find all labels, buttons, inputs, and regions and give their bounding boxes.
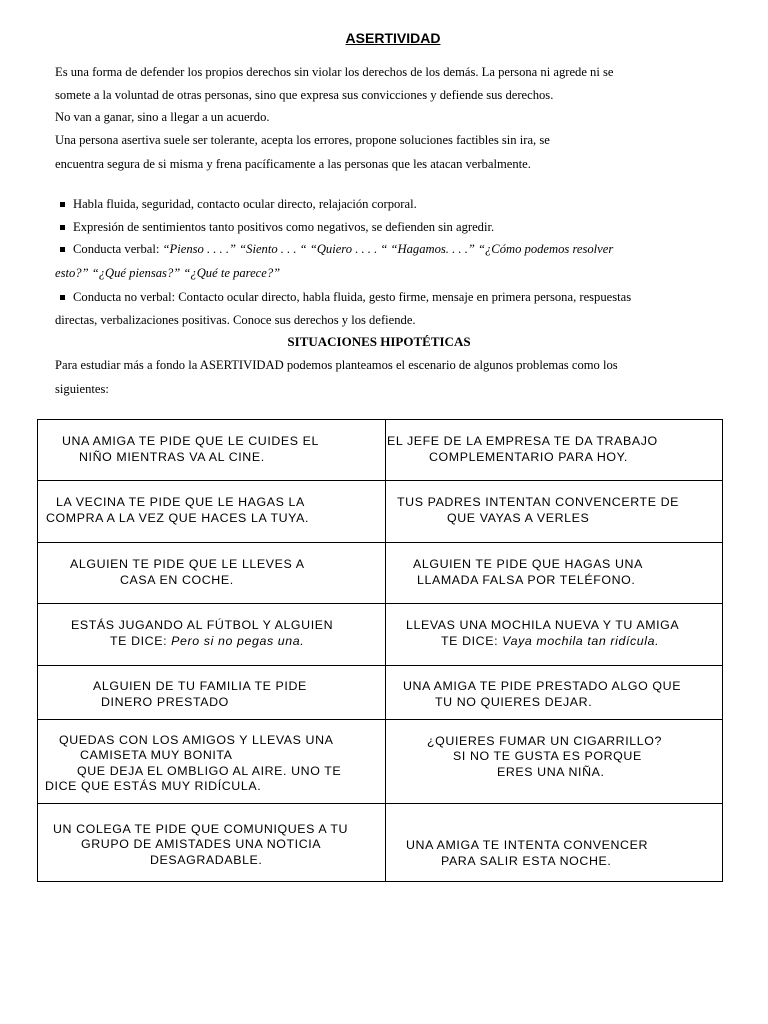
situation-cell-3 <box>38 480 385 542</box>
bullet-4-continuation: directas, verbalizaciones positivas. Conoce sus derechos y los defiende. <box>55 313 416 327</box>
bullet-item-3 <box>60 242 613 257</box>
bullet-square-icon <box>60 295 65 300</box>
situation-text: QUE DEJA EL OMBLIGO AL AIRE. UNO TE <box>77 764 342 778</box>
situation-text-plain: TE DICE: <box>441 634 503 648</box>
bullet-text: Conducta no verbal: Contacto ocular directo, habla fluida, gesto firme, mensaje en primera persona, respuestas <box>73 290 632 304</box>
situations-table <box>37 419 723 882</box>
bullet-text: Conducta verbal: <box>73 242 163 256</box>
bullet-item-2 <box>60 220 494 235</box>
situation-cell-1 <box>38 420 385 480</box>
situation-text: SI NO TE GUSTA ES PORQUE <box>453 749 642 763</box>
situation-cell-4 <box>385 480 724 542</box>
bullet-square-icon <box>60 202 65 207</box>
situation-cell-10 <box>385 665 724 719</box>
situations-intro-line-1: Para estudiar más a fondo la ASERTIVIDAD podemos planteamos el escenario de algunos problemas como los <box>55 358 618 372</box>
situation-text-italic: Vaya mochila tan ridícula. <box>502 634 660 648</box>
situation-text: DESAGRADABLE. <box>150 853 263 867</box>
situation-text: NIÑO MIENTRAS VA AL CINE. <box>79 450 265 464</box>
situation-text: ERES UNA NIÑA. <box>497 765 605 779</box>
situation-text: CASA EN COCHE. <box>120 573 234 587</box>
situation-text: ¿QUIERES FUMAR UN CIGARRILLO? <box>427 734 662 748</box>
situation-cell-6 <box>385 542 724 603</box>
situation-text-italic: Pero si no pegas una. <box>171 634 305 648</box>
situation-text: TU NO QUIERES DEJAR. <box>435 695 593 709</box>
situation-text-plain: TE DICE: <box>110 634 172 648</box>
situation-text: UNA AMIGA TE PIDE QUE LE CUIDES EL <box>62 434 320 448</box>
bullet-text: Habla fluida, seguridad, contacto ocular directo, relajación corporal. <box>73 197 417 211</box>
document-title: ASERTIVIDAD <box>345 30 441 46</box>
situation-text: COMPRA A LA VEZ QUE HACES LA TUYA. <box>46 511 310 525</box>
intro-line-2: somete a la voluntad de otras personas, sino que expresa sus convicciones y defiende sus derechos. <box>55 88 554 102</box>
situation-cell-8 <box>385 603 724 665</box>
situation-cell-9 <box>38 665 385 719</box>
situation-text <box>110 634 304 650</box>
situation-cell-11 <box>38 719 385 803</box>
situation-cell-7 <box>38 603 385 665</box>
situation-text: UNA AMIGA TE INTENTA CONVENCER <box>406 838 648 852</box>
situation-text: PARA SALIR ESTA NOCHE. <box>441 854 612 868</box>
situation-text: TUS PADRES INTENTAN CONVENCERTE DE <box>397 495 680 509</box>
situation-text <box>441 634 659 650</box>
section-subtitle: SITUACIONES HIPOTÉTICAS <box>287 334 471 349</box>
situation-cell-5 <box>38 542 385 603</box>
bullet-3-continuation: esto?” “¿Qué piensas?” “¿Qué te parece?” <box>55 266 281 280</box>
intro-line-4: Una persona asertiva suele ser tolerante, acepta los errores, propone soluciones factibles sin ira, se <box>55 133 550 147</box>
situation-text: ALGUIEN DE TU FAMILIA TE PIDE <box>93 679 307 693</box>
situation-text: DICE QUE ESTÁS MUY RIDÍCULA. <box>45 779 262 793</box>
situation-text: LLAMADA FALSA POR TELÉFONO. <box>417 573 636 587</box>
situation-text: UN COLEGA TE PIDE QUE COMUNIQUES A TU <box>53 822 349 836</box>
situation-text: CAMISETA MUY BONITA <box>80 748 233 762</box>
situation-text: ESTÁS JUGANDO AL FÚTBOL Y ALGUIEN <box>71 618 334 632</box>
situation-text: ALGUIEN TE PIDE QUE HAGAS UNA <box>413 557 643 571</box>
situation-text: DINERO PRESTADO <box>101 695 229 709</box>
situation-text: QUE VAYAS A VERLES <box>447 511 590 525</box>
bullet-square-icon <box>60 225 65 230</box>
situation-text: EL JEFE DE LA EMPRESA TE DA TRABAJO <box>387 434 658 448</box>
situation-cell-12 <box>385 719 724 803</box>
bullet-item-4 <box>60 290 631 305</box>
situation-text: GRUPO DE AMISTADES UNA NOTICIA <box>81 837 322 851</box>
bullet-text: Expresión de sentimientos tanto positivos como negativos, se defienden sin agredir. <box>73 220 495 234</box>
situation-cell-14 <box>385 803 724 883</box>
bullet-item-1 <box>60 197 417 212</box>
situation-text: QUEDAS CON LOS AMIGOS Y LLEVAS UNA <box>59 733 334 747</box>
situations-intro-line-2: siguientes: <box>55 382 109 396</box>
intro-line-3: No van a ganar, sino a llegar a un acuerdo. <box>55 110 270 124</box>
bullet-italic-text: “Pienso . . . .” “Siento . . . “ “Quiero . . . . “ “Hagamos. . . .” “¿Cómo podemos resolver <box>162 242 614 256</box>
situation-text: LLEVAS UNA MOCHILA NUEVA Y TU AMIGA <box>406 618 680 632</box>
bullet-square-icon <box>60 247 65 252</box>
situation-text: ALGUIEN TE PIDE QUE LE LLEVES A <box>70 557 305 571</box>
situation-cell-13 <box>38 803 385 883</box>
situation-text: COMPLEMENTARIO PARA HOY. <box>429 450 628 464</box>
situation-cell-2 <box>385 420 724 480</box>
situation-text: LA VECINA TE PIDE QUE LE HAGAS LA <box>56 495 305 509</box>
situation-text: UNA AMIGA TE PIDE PRESTADO ALGO QUE <box>403 679 682 693</box>
intro-line-1: Es una forma de defender los propios derechos sin violar los derechos de los demás. La persona ni agrede ni se <box>55 65 614 79</box>
intro-line-5: encuentra segura de si misma y frena pacíficamente a las personas que les atacan verbalmente. <box>55 157 531 171</box>
